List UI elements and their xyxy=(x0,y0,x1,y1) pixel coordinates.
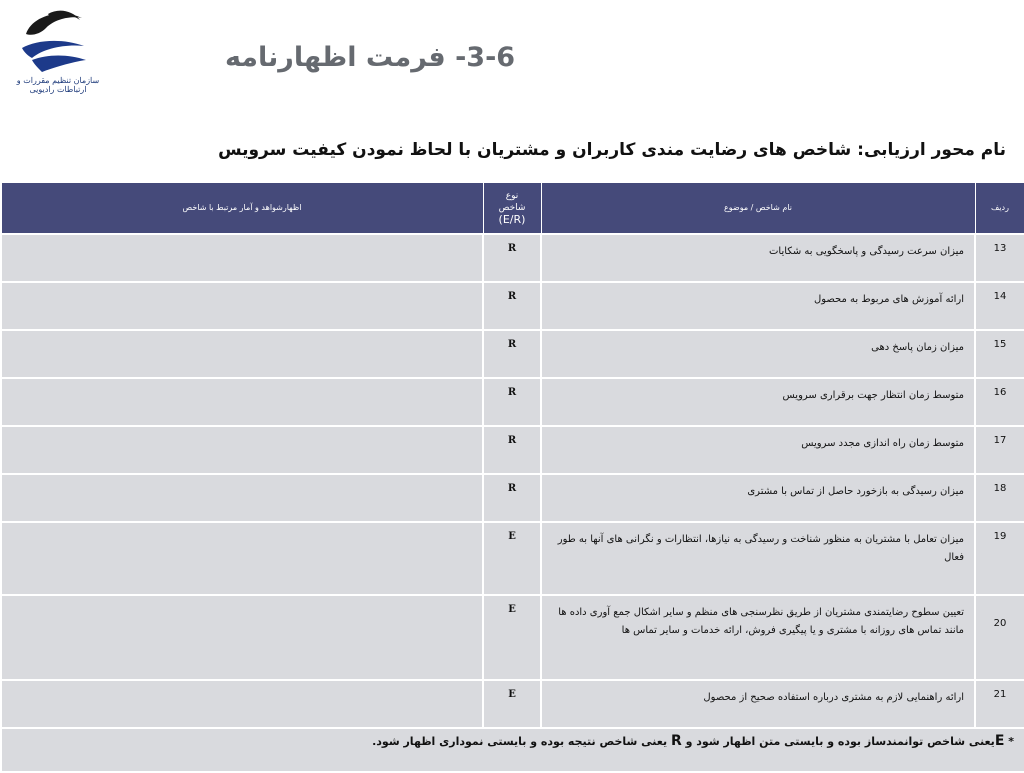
table-row xyxy=(1,234,1024,282)
row-subject: ارائه راهنمایی لازم به مشتری درباره استفاده صحیح از محصول xyxy=(541,680,975,728)
header-type xyxy=(483,183,541,235)
row-number: 13 xyxy=(975,234,1024,282)
row-number: 17 xyxy=(975,426,1024,474)
row-type: R xyxy=(483,378,541,426)
row-subject: میزان سرعت رسیدگی و پاسخگویی به شکایات xyxy=(541,234,975,282)
row-type: R xyxy=(483,426,541,474)
footnote-r-letter: R xyxy=(670,733,682,749)
page-title: 3-6- فرمت اظهارنامه xyxy=(224,42,516,73)
table-row xyxy=(1,595,1024,680)
footnote-part2: یعنی شاخص نتیجه بوده و بایستی نموداری اظهار شود. xyxy=(372,735,668,748)
table-row xyxy=(1,474,1024,522)
table-row xyxy=(1,282,1024,330)
header-type-line3: (E/R) xyxy=(498,213,526,226)
row-type: R xyxy=(483,474,541,522)
header-subject: نام شاخص / موضوع xyxy=(541,183,975,235)
footnote-e-letter: E xyxy=(994,733,1005,749)
row-type: R xyxy=(483,234,541,282)
row-evidence-cell[interactable] xyxy=(1,522,483,595)
row-number: 18 xyxy=(975,474,1024,522)
header-type-line1: نوع xyxy=(505,191,519,201)
row-evidence-cell[interactable] xyxy=(1,234,483,282)
row-number: 20 xyxy=(975,595,1024,680)
header-evidence: اظهارشواهد و آمار مرتبط با شاخص xyxy=(1,183,483,235)
row-type: E xyxy=(483,680,541,728)
footnote xyxy=(372,733,1014,749)
row-number: 16 xyxy=(975,378,1024,426)
logo-org-text: سازمان تنظیم مقررات و ارتباطات رادیویی xyxy=(16,76,100,94)
row-subject: میزان زمان پاسخ دهی xyxy=(541,330,975,378)
row-evidence-cell[interactable] xyxy=(1,330,483,378)
row-number: 14 xyxy=(975,282,1024,330)
organization-logo xyxy=(2,4,110,98)
row-evidence-cell[interactable] xyxy=(1,378,483,426)
table-row xyxy=(1,426,1024,474)
row-evidence-cell[interactable] xyxy=(1,282,483,330)
row-evidence-cell[interactable] xyxy=(1,426,483,474)
row-number: 19 xyxy=(975,522,1024,595)
row-number: 21 xyxy=(975,680,1024,728)
row-subject: متوسط زمان راه اندازی مجدد سرویس xyxy=(541,426,975,474)
table-row xyxy=(1,680,1024,728)
table-row xyxy=(1,522,1024,595)
row-evidence-cell[interactable] xyxy=(1,474,483,522)
header-type-line2: شاخص xyxy=(498,203,526,213)
footnote-star: * xyxy=(1008,735,1014,748)
footnote-part1: یعنی شاخص توانمندساز بوده و بایستی متن اظهار شود و xyxy=(685,735,995,748)
evaluation-axis-title: نام محور ارزیابی: شاخص های رضایت مندی کاربران و مشتریان با لحاظ نمودن کیفیت سرویس xyxy=(218,140,1006,160)
logo-emblem-icon xyxy=(2,4,110,76)
row-subject: ارائه آموزش های مربوط به محصول xyxy=(541,282,975,330)
row-type: E xyxy=(483,595,541,680)
row-subject: میزان تعامل با مشتریان به منظور شناخت و رسیدگی به نیازها، انتظارات و نگرانی های آنها به طور فعال xyxy=(541,522,975,595)
declaration-table xyxy=(0,182,1024,773)
table-row xyxy=(1,378,1024,426)
row-evidence-cell[interactable] xyxy=(1,680,483,728)
table-row xyxy=(1,330,1024,378)
row-type: R xyxy=(483,330,541,378)
header-row-number: ردیف xyxy=(975,183,1024,235)
row-subject: میزان رسیدگی به بازخورد حاصل از تماس با مشتری xyxy=(541,474,975,522)
row-subject: تعیین سطوح رضایتمندی مشتریان از طریق نظرسنجی های منظم و سایر اشکال جمع آوری داده ها مانند تماس های روزانه با مشتری و یا پیگیری فروش، ارائه خدمات و سایر تماس ها xyxy=(541,595,975,680)
row-type: E xyxy=(483,522,541,595)
row-number: 15 xyxy=(975,330,1024,378)
row-evidence-cell[interactable] xyxy=(1,595,483,680)
table-header-row xyxy=(1,183,1024,235)
row-type: R xyxy=(483,282,541,330)
row-subject: متوسط زمان انتظار جهت برقراری سرویس xyxy=(541,378,975,426)
